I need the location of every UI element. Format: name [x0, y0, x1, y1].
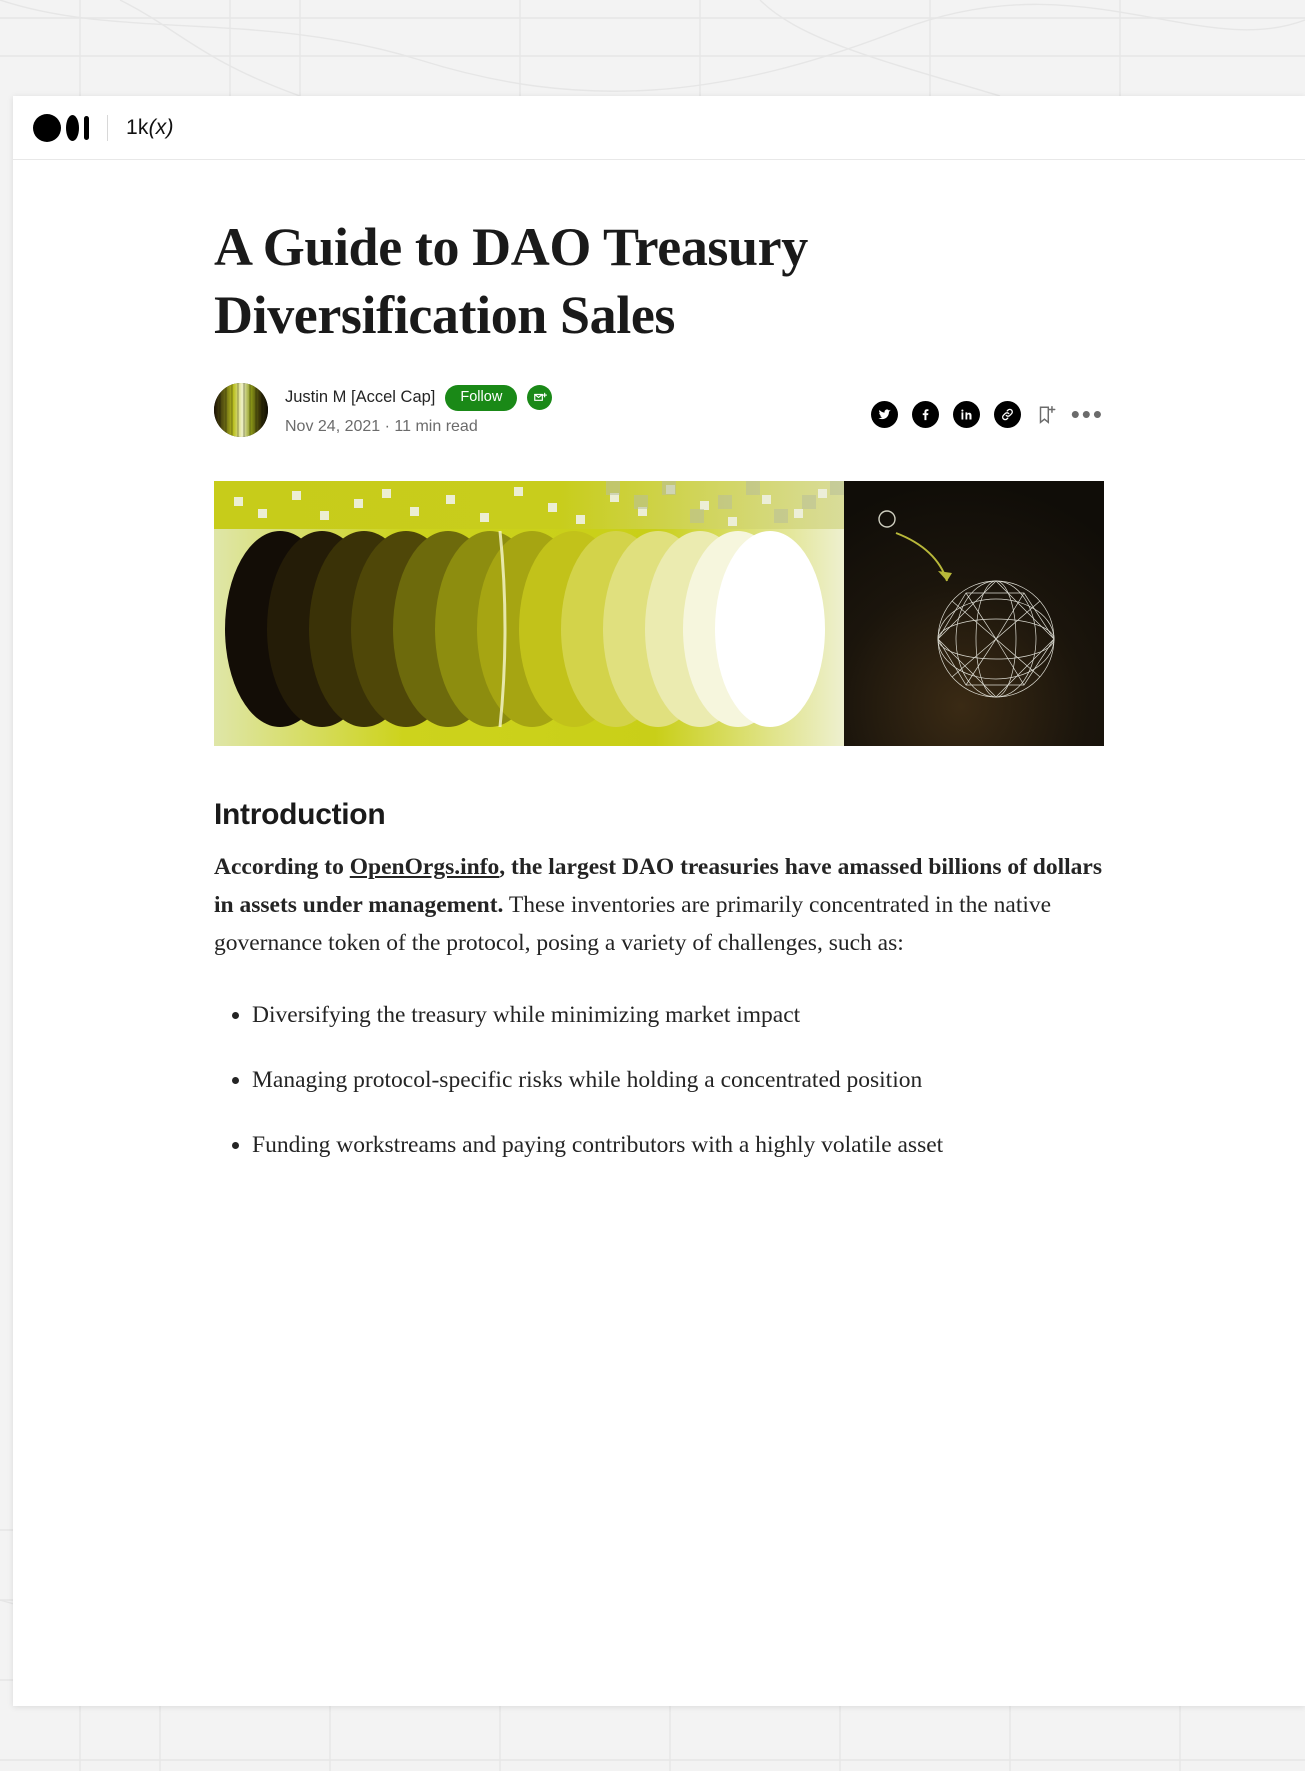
medium-logo-icon[interactable] [33, 114, 89, 142]
intro-bold-lead: According to [214, 854, 350, 880]
intro-bold-tail: , the largest DAO treasuries have amassed billions of dollars in assets under management. [214, 854, 1102, 919]
bookmark-glyph [1035, 403, 1057, 427]
mail-subscribe-icon[interactable] [527, 385, 552, 410]
hero-left-panel [214, 481, 844, 746]
link-glyph [1000, 407, 1015, 422]
logo-bar-small [84, 116, 89, 140]
twitter-share-icon[interactable] [871, 401, 898, 428]
publication-name-suffix: (x) [148, 115, 174, 139]
meta-separator: · [380, 417, 395, 435]
read-time: 11 min read [394, 417, 478, 435]
site-header [13, 96, 1305, 160]
avatar-image [214, 383, 268, 437]
copy-link-icon[interactable] [994, 401, 1021, 428]
openorgs-link[interactable]: OpenOrgs.info [349, 854, 500, 880]
challenges-list [214, 996, 1104, 1164]
publish-info [285, 418, 552, 436]
list-item: • Diversifying the treasury while minimizing market impact [252, 996, 1104, 1034]
share-actions [871, 401, 1104, 428]
linkedin-glyph [959, 407, 974, 422]
mail-glyph [533, 391, 547, 405]
section-heading: Introduction [214, 798, 386, 831]
avatar[interactable] [214, 383, 268, 437]
hero-right-art [844, 481, 1104, 746]
header-divider [107, 115, 108, 141]
author-name[interactable]: Justin M [Accel Cap] [285, 388, 436, 407]
page-title: A Guide to DAO Treasury Diversification Sales [214, 217, 808, 345]
publish-date: Nov 24, 2021 [285, 417, 381, 435]
twitter-glyph [877, 407, 892, 422]
hero-right-panel [844, 481, 1104, 746]
bookmark-add-icon[interactable] [1035, 403, 1057, 427]
publication-name[interactable] [126, 116, 174, 140]
more-options-icon[interactable]: ••• [1070, 399, 1104, 430]
intro-paragraph [214, 848, 1104, 962]
facebook-share-icon[interactable] [912, 401, 939, 428]
facebook-glyph [918, 407, 933, 422]
logo-ellipse-medium [66, 115, 79, 141]
publication-name-text: 1k [126, 115, 149, 139]
logo-circle-large [33, 114, 61, 142]
article-body [13, 160, 1305, 1164]
intro-rest: These inventories are primarily concentrated in the native governance token of the protocol, posing a variety of challenges, such as: [214, 892, 1052, 957]
byline-top-row [285, 385, 552, 411]
hero-left-art [214, 481, 844, 746]
list-item: • Funding workstreams and paying contributors with a highly volatile asset [252, 1126, 1104, 1164]
linkedin-share-icon[interactable] [953, 401, 980, 428]
list-item: • Managing protocol-specific risks while holding a concentrated position [252, 1061, 1104, 1099]
byline [214, 383, 1104, 437]
hero-image [214, 481, 1104, 746]
article-page [13, 96, 1305, 1706]
follow-button[interactable]: Follow [445, 385, 517, 411]
byline-meta [285, 383, 552, 436]
